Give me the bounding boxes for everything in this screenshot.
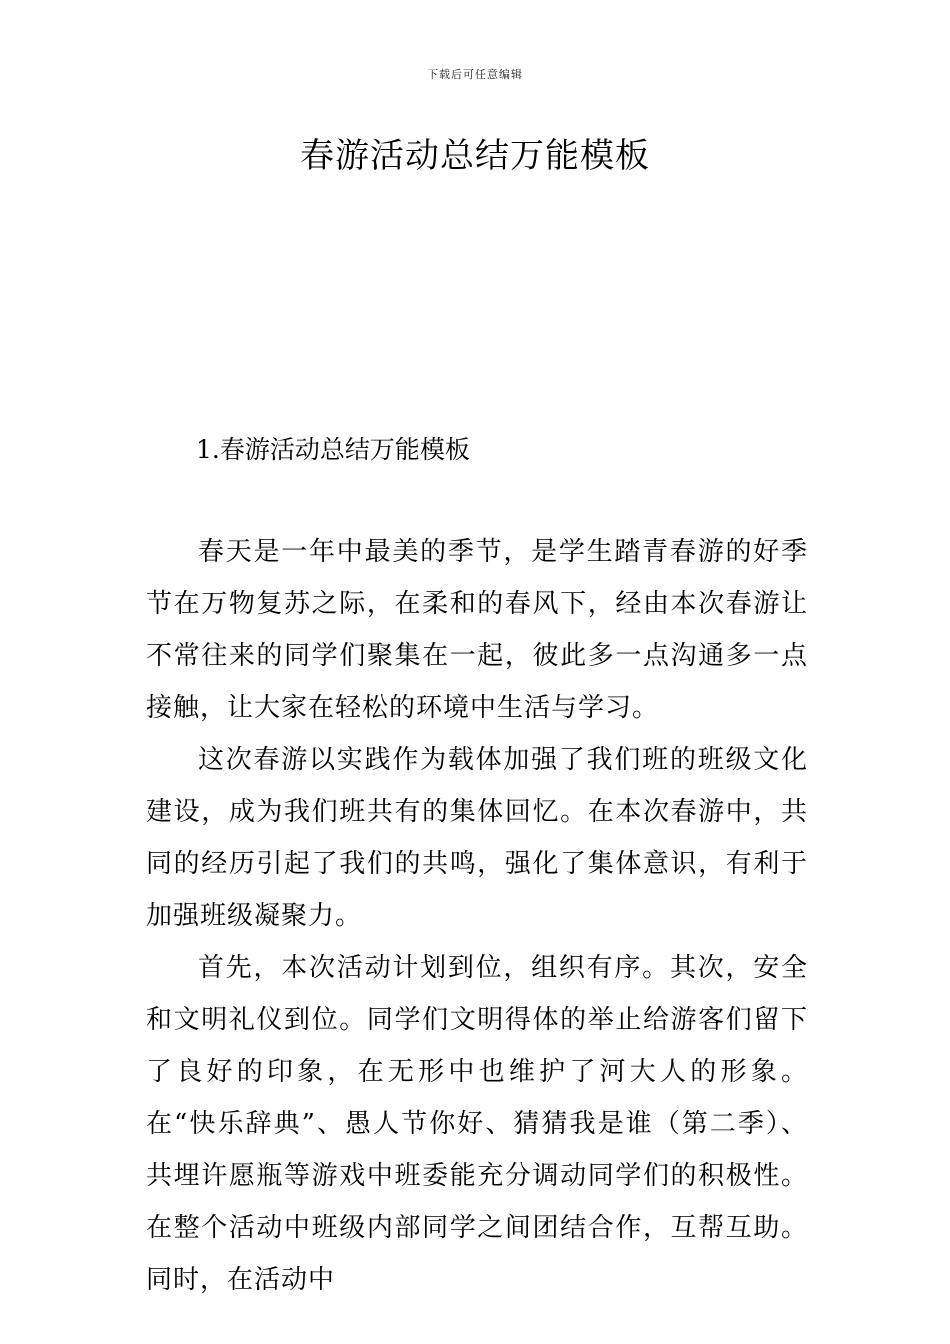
paragraph: 首先，本次活动计划到位，组织有序。其次，安全和文明礼仪到位。同学们文明得体的举止给游客们留下了良好的印象，在无形中也维护了河大人的形象。在“快乐辞典”、愚人节你好、猜猜我是谁（第二季）、共埋许愿瓶等游戏中班委能充分调动同学们的积极性。在整个活动中班级内部同学之间团结合作，互帮互助。同时，在活动中: [146, 953, 808, 1295]
body-text: [146, 526, 808, 1306]
paragraph: 这次春游以实践作为载体加强了我们班的班级文化建设，成为我们班共有的集体回忆。在本次春游中，共同的经历引起了我们的共鸣，强化了集体意识，有利于加强班级凝聚力。: [146, 745, 808, 931]
page-title: 春游活动总结万能模板: [300, 136, 650, 176]
paragraph: 春天是一年中最美的季节，是学生踏青春游的好季节在万物复苏之际，在柔和的春风下，经由本次春游让不常往来的同学们聚集在一起，彼此多一点沟通多一点接触，让大家在轻松的环境中生活与学习。: [146, 537, 808, 723]
section-heading: 1.春游活动总结万能模板: [196, 435, 470, 464]
header-note: 下载后可任意编辑: [427, 68, 523, 81]
